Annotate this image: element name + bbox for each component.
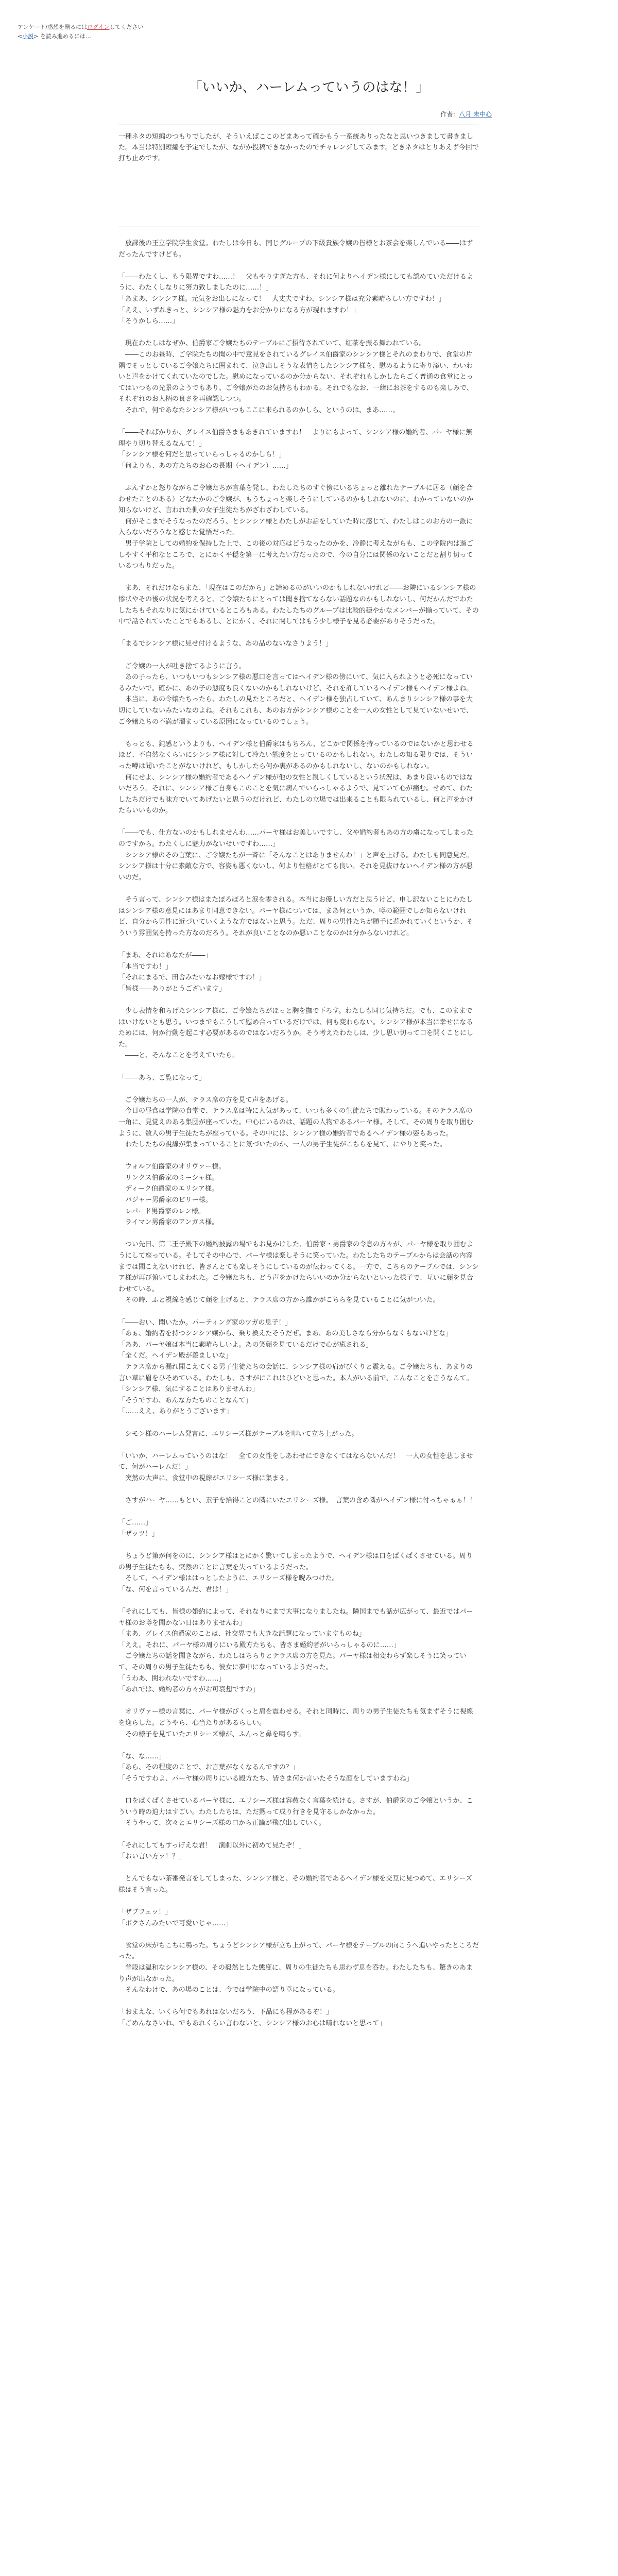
login-notice-prefix: アンケート/感想を贈るには bbox=[18, 24, 88, 30]
bookmark-bracket-open: < bbox=[18, 33, 23, 40]
body-paragraph: ちょうど第が何をのに、シンシア様はとにかく驚いてしまったようで、ヘイデン様は口をぱくぱくさせている。周りの男子生徒たちも、突然のことに言葉を失っているようだった。 そして、ヘイデン様ははっとしたように、エリシーズ様を睨みつけた。 「な、何を言っているんだ、君は！」 bbox=[118, 1552, 473, 1594]
login-notice bbox=[18, 23, 599, 32]
login-link[interactable]: ログイン bbox=[87, 24, 110, 30]
bookmark-bar bbox=[18, 23, 599, 41]
author-line bbox=[440, 110, 492, 118]
body-paragraph: オリヴァー様の言葉に、パーヤ様がびくっと肩を震わせる。それと同時に、周りの男子生徒たちも気まずそうに視線を逸らした。どうやら、心当たりがあるらしい。 その様子を見ていたエリシーズ様が、ふんっと鼻を鳴らす。 bbox=[118, 1708, 473, 1738]
body-paragraph: 「――あら、ご覧になって」 bbox=[118, 1074, 206, 1082]
body-paragraph: 「おまえな、いくら何でもあれはないだろう、下品にも程があるぞ！」 「ごめんなさいね、でもあれくらい言わないと、シンシア様のお心は晴れないと思って」 bbox=[118, 2008, 386, 2027]
body-paragraph: 「まあ、それはあなたが――」 「本当ですわ！」 「それにまるで、田舎みたいなお嫁様ですわ！」 「皆様――ありがとうございます」 bbox=[118, 952, 266, 993]
body-paragraph: シモン様のハーレム発言に、エリシーズ様がテーブルを叩いて立ち上がった。 bbox=[118, 1430, 358, 1438]
body-paragraph: つい先日、第二王子殿下の婚約披露の場でもお見かけした、伯爵家・男爵家の令息の方々が、パーヤ様を取り囲むようにして座っている。そしてその中心で、パーヤ様は楽しそうに笑っていた。わたしたちのテーブルからは会話の内容までは聞こえないけれど、皆さんとても楽しそうにしているのが伝わってくる。一方で、こちらのテーブルでは、シンシア様が再び俯いてしまわれた。ご令嬢たちも、どう声をかけたらいいのか分からないといった様子で、互いに顔を見合わせている。 その時、ふと視線を感じて顔を上げると、テラス席の方から誰かがこちらを見ていることに気がついた。 bbox=[118, 1241, 479, 1304]
body-paragraph: 口をぱくぱくさせているパーヤ様に、エリシーズ様は容赦なく言葉を続ける。さすが、伯爵家のご令嬢というか、こういう時の迫力はすごい。わたしたちは、ただ黙って成り行きを見守るしかなかった。 そうやって、次々とエリシーズ様の口から正論が飛び出していく。 bbox=[118, 1797, 473, 1827]
body-paragraph: そう言って、シンシア様はまたぽろぽろと涙を零される。本当にお優しい方だと思うけど、申し訳ないことにわたしはシンシア様の意見にはあまり同意できない。パーヤ様については、まあ何というか、噂の範囲でしか知らないけれど、自分から男性に近づいていくような方ではないと思う。ただ、周りの男性たちが勝手に惹かれていくというか、そういう雰囲気を持った方なのだろう。それが良いことなのか悪いことなのかは分からないけれど。 bbox=[118, 896, 474, 937]
body-paragraph: 現在わたしはなぜか、伯爵家ご令嬢たちのテーブルにご招待されていて、紅茶を振る舞われている。 ――このお昼時、ご学院たちの聞の中で意見をされているグレイス伯爵家のシンシア様とそれのまわりで、食堂の片隅でそっとしているご令嬢たちに囲まれて、泣き出しそうな表情をしたシンシア様を、慰めるように寄り添い、わいわいと声をかけてくれていたのでした。慰めになっているのか分からない、それぞれもしかしたらごく普通の食堂にとってはいつもの光景のようでもあり、ご令嬢がたのお気持ちもわかる。それでもなお、一緒にお茶をするのも楽しみで、それぞれのお人柄の良さを再確認しつつ。 それで、何であなたシンシア様がいつもここに来られるのかしら、というのは、まあ……。 bbox=[118, 340, 473, 414]
body-paragraph: ご令嬢の一人が吐き捨てるように言う。 あの子ったら、いつもいつもシンシア様の悪口を言ってはヘイデン様の傍にいて、気に入られようと必死になっているみたいで。確かに、あの子の態度も良くないのかもしれないけど、それを許しているヘイデン様もヘイデン様よね。 本当に、あの令嬢たちったら、わたしの見たところだと、ヘイデン様を独占していて、あんまりシンシア様の事を大切にしていないみたいなのよね。それもこれも、あのお方がシンシア様のことを一人の女性として見ていないせいで、ご令嬢たちの不満が溜まっている原因になっているのでしょう。 bbox=[118, 662, 473, 726]
body-paragraph: ウォルフ伯爵家のオリヴァー様。 リンクス伯爵家のミーシャ様。 ディーク伯爵家のエリシア様。 バジャー男爵家のビリー様。 レパード男爵家のレン様。 ライマン男爵家のアンガス様。 bbox=[125, 1163, 226, 1227]
body-paragraph: とんでもない茶番発言をしてしまった、シンシア様と、その婚約者であるヘイデン様を交互に見つめて、エリシーズ様はそう言った。 bbox=[118, 1875, 473, 1894]
novel-body bbox=[118, 238, 479, 2040]
body-paragraph: 「――そればかりか、グレイス伯爵さまもあきれていますわ！ よりにもよって、シンシア様の婚約者、パーヤ様に無理やり切り替えるなんて！」 「シンシア様を何だと思っていらっしゃるのかしら！」 「何よりも、あの方たちのお心の長期（ヘイデン）……」 bbox=[118, 429, 473, 470]
body-paragraph: 放課後の王立学院学生食堂。わたしは今日も、同じグループの下級貴族令嬢の皆様とお茶会を楽しんでいる――はずだったんですけども。 bbox=[118, 240, 473, 259]
bookmark-bracket-close: > bbox=[33, 33, 39, 40]
novel-link[interactable]: 小説 bbox=[22, 33, 34, 40]
body-paragraph: 「ご……」 「ザッツ！」 bbox=[118, 1519, 159, 1538]
body-paragraph: もっとも、鈍感というよりも、ヘイデン様と伯爵家はもちろん、どこかで関係を持っているのではないかと思わせるほど、不自然なくらいにシンシア様に対して冷たい態度をとっているのかもしれない。わたしの知る限りでは、そういった噂は聞いたことがないけれど、もしかしたら何か裏があるのかもしれないし、ないのかもしれない。 何にせよ、シンシア様の婚約者であるヘイデン様が他の女性と親しくしているという状況は、あまり良いものではないだろう。それに、シンシア様ご自身もこのことを気に病んでいらっしゃるようで、見ていて心が痛む。せめて、わたしたちだけでも味方でいてあげたいと思うのだけれど、わたしの立場では出来ることも限られているし、何と声をかけたらいいものか。 bbox=[118, 740, 474, 815]
author-name-link[interactable]: 八月 未中心 bbox=[459, 111, 492, 118]
body-paragraph: 「いいか、ハーレムっていうのはな！ 全ての女性をしあわせにできなくてはならないんだ！ 一人の女性を悲しませて、何がハーレムだ！」 突然の大声に、食堂中の視線がエリシーズ様に集まる。 bbox=[118, 1452, 473, 1482]
body-paragraph: 「それにしてもすっげえな君！ 演劇以外に初めて見たぞ！」 「おい言い方ァ！？」 bbox=[118, 1841, 306, 1861]
body-paragraph: さすがハーヤ……もとい、素子を拾得ことの隣にいたエリシーズ様。 言葉の含め隣がヘイデン様に付っちゃぁぁ！！ bbox=[118, 1497, 476, 1505]
preface-paragraph: 一種ネタの短編のつもりでしたが、そういえばここのどまあって確かもう一系統ありったなと思いつきまして書きました。本当は特別短編を予定でしたが、ながか投稿できなかったのでチャレンジしてみます。どきネタはとりあえず今回で打ち止めです。 bbox=[118, 133, 479, 162]
body-paragraph: 「――おい、聞いたか。パーティング家のツガの息子！」 「あぁ、婚約者を持つシンシア嬢から、乗り換えたそうだぜ。まあ、あの美しさなら分からなくもないけどな」 「ああ、パーヤ嬢は本当に素晴らしいよ。あの笑顔を見ているだけで心が癒される」 「全くだ。ヘイデン殿が羨ましいな」 テラス席から漏れ聞こえてくる男子生徒たちの会話に、シンシア様の肩がびくりと震える。ご令嬢たちも、あまりの言い草に眉をひそめている。わたしも、さすがにこれはひどいと思った。本人がいる前で、こんなことを言うなんて。 「シンシア様、気にすることはありませんわ」 「そうですわ、あんな方たちのことなんて」 「……ええ、ありがとうございます」 bbox=[118, 1318, 473, 1416]
author-label: 作者： bbox=[440, 111, 459, 118]
body-paragraph: 「な、な……」 「あら、その程度のことで、お言葉がなくなるんですの？」 「そうですわよ、パーヤ様の周りにいる殿方たち、皆さま何か言いたそうな顔をしていますわね」 bbox=[118, 1752, 414, 1783]
novel-title: 「いいか、ハーレムっていうのはな！」 bbox=[188, 80, 430, 95]
body-paragraph: 「まるでシンシア様に見せ付けるような、あの品のないなさりよう！」 bbox=[118, 640, 333, 648]
title-box bbox=[41, 77, 577, 98]
body-paragraph: 「それにしても、皆様の婚約によって、それなりにまで大事になりましたね。隣国までも話が広がって、最近ではパーヤ様のお噂を聞かない日はありませんわ」 「まあ、グレイス伯爵家のことは、社交界でも大きな話題になっていますものね」 「ええ。それに、パーヤ様の周りにいる殿方たちも、皆さま婚約者がいらっしゃるのに……」 ご令嬢たちの話を聞きながら、わたしはちらりとテラス席の方を見た。パーヤ様は相変わらず楽しそうに笑っていて、その周りの男子生徒たちも、彼女に夢中になっているようだった。 「うわあ、関われないですわ……」 「あれでは、婚約者の方々がお可哀想ですわ」 bbox=[118, 1608, 473, 1694]
login-notice-suffix: してください bbox=[109, 24, 144, 30]
preface bbox=[118, 131, 479, 164]
body-paragraph: ぷんすかと怒りながらご令嬢たちが言葉を発し、わたしたちのすぐ傍にいるちょっと離れたテーブルに居る（顔を合わせたことのある）どなたかのご令嬢が、もうちょっと楽しそうにしているのかもしれないのに、わかっていないのか知らないけど、言われた側の女子生徒たちがざわざわしている。 何がそこまでそうなったのだろう、とシンシア様とわたしがお話をしていた時に感じて、わたしはこのお方の一派に入らないだろうなと感じた覚悟だった。 男子学院としての婚約を保持した上で、この後の対応はどうなったのかを、冷静に考えながらも、この学院内は過ごしやすく平和なところで、とにかく平穏を第一に考えたい方だったので、今の自分には関係のないことだと割り切っているつもりだった。 bbox=[118, 484, 474, 570]
body-paragraph: 食堂の床がちこちに鳴った。ちょうどシンシア様が立ち上がって、パーヤ様をテーブルの向こうへ追いやったところだった。 普段は温和なシンシア様の、その毅然とした態度に、周りの生徒たちも思わず息を呑む。わたしたちも、驚きのあまり声が出なかった。 そんなわけで、あの場のことは、今では学院中の語り草になっている。 bbox=[118, 1941, 479, 1994]
body-paragraph: 「――わたくし、もう限界ですわ……！ 父もやりすぎた方も、それに何よりヘイデン様にしても認めていただけるように、わたくしなりに努力致しましたのに……！」 「あまあ、シンシア様。元気をお出しになって！ 大丈夫ですわ、シンシア様は充分素晴らしい方ですわ！」 「ええ、いずれきっと、シンシア様の魅力をお分かりになる方が現れますわ！」 「そうかしら……」 bbox=[118, 273, 473, 326]
body-paragraph: ご令嬢たちの一人が、テラス席の方を見て声をあげる。 今日の昼食は学院の食堂で、テラス席は特に人気があって、いつも多くの生徒たちで賑わっている。そのテラス席の一角に、見覚えのある集団が座っていた。中心にいるのは、話題の人物であるパーヤ様。そして、その周りを取り囲むように、数人の男子生徒たちが座っている。その中には、シンシア様の婚約者であるヘイデン様の姿もあった。 わたしたちの視線が集まっていることに気づいたのか、一人の男子生徒がこちらを見て、にやりと笑った。 bbox=[118, 1096, 473, 1149]
body-paragraph: 少し表情を和らげたシンシア様に、ご令嬢たちがほっと胸を撫で下ろす。わたしも同じ気持ちだ。でも、このままではいけないとも思う。いつまでもこうして慰め合っているだけでは、何も変わらない。シンシア様が本当に幸せになるためには、何か行動を起こす必要があるのではないだろうか。そう考えたわたしは、少し思い切って口を開くことにした。 ――と、そんなことを考えていたら。 bbox=[118, 1007, 474, 1060]
body-paragraph: まあ、それだけならまた、「現在はこのだから」と諦めるのがいいのかもしれないけれど――お隣にいるシンシア様の惨状やその後の状況を考えると、ご令嬢たちにとっては聞き捨てならない話題なのかもしれないし、何だかんだでわたしたちもそれなりに気にかけているところもある。わたしたちのグループは比較的穏やかなメンバーが揃っていて、その中で話されていたことでもあるし、とにかく、それに関してはもう少し様子を見る必要がありそうだった。 bbox=[118, 584, 479, 626]
body-paragraph: 「――でも、仕方ないのかもしれませんわ……パーヤ様はお美しいですし、父や婚約者もあの方の虜になってしまったのですから。わたくしに魅力がないせいですわ……」 シンシア様のその言葉に、ご令嬢たちが一斉に「そんなことはありませんわ！」と声を上げる。わたしも同意見だ。シンシア様は十分に素敵な方で、容姿も悪くないし、何より性格がとても良い。それを見抜けないヘイデン様の方が悪いのだ。 bbox=[118, 829, 474, 882]
bookmark-notice bbox=[18, 32, 599, 41]
body-paragraph: 「ザブフェッ！」 「ボクさんみたいで可愛いじゃ……」 bbox=[118, 1908, 233, 1927]
bookmark-notice-text: を読み進めるには… bbox=[40, 33, 91, 40]
